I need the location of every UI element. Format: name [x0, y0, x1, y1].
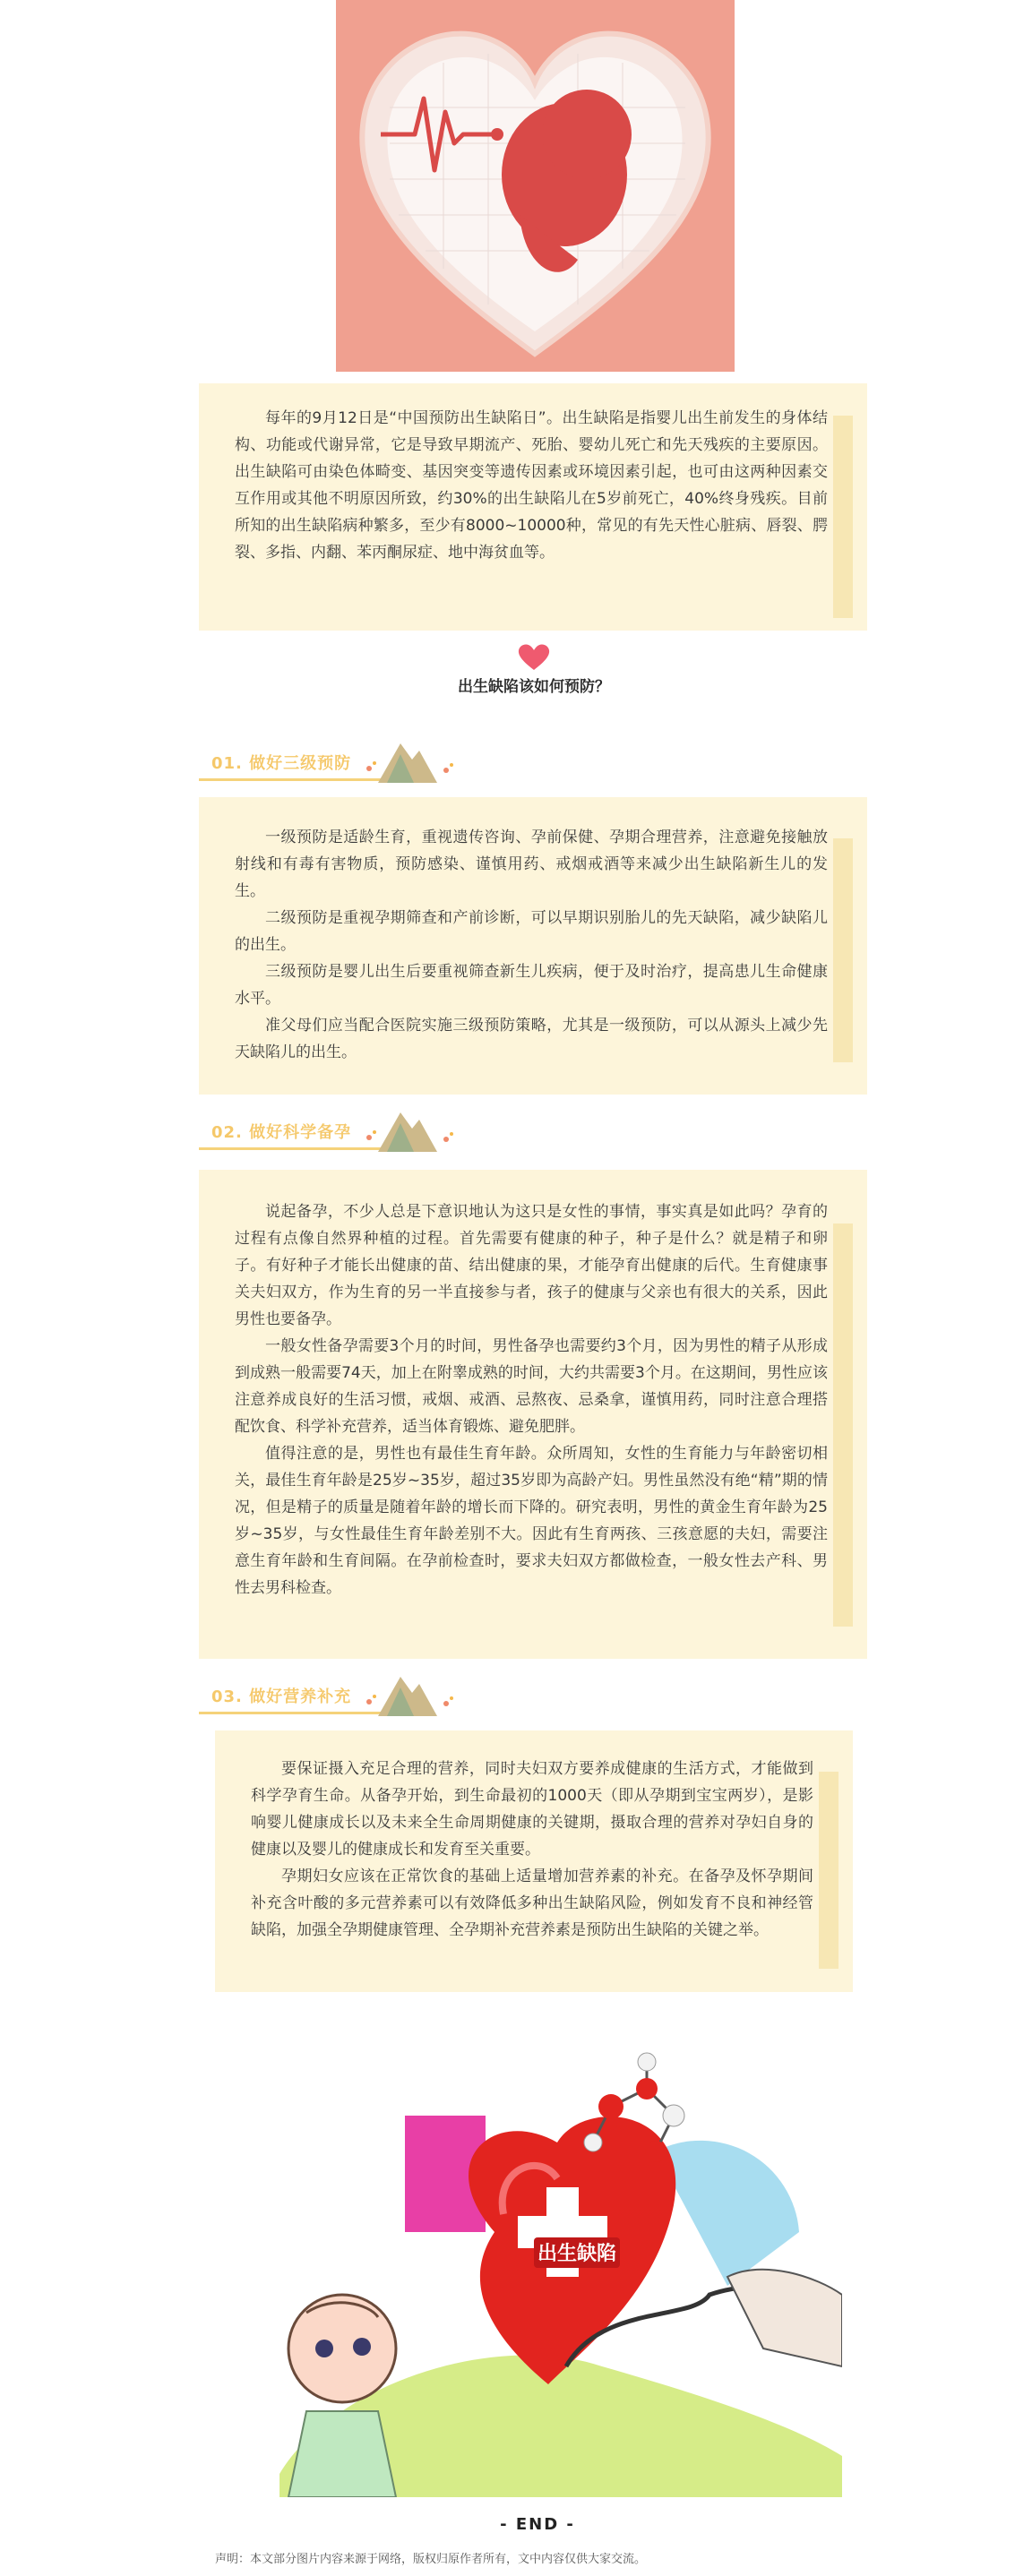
- paragraph: 孕期妇女应该在正常饮食的基础上适量增加营养素的补充。在备孕及怀孕期间补充含叶酸的多元营养素可以有效降低多种出生缺陷风险，例如发育不良和神经管缺陷，加强全孕期健康管理、全孕期补充营养素是预防出生缺陷的关键之举。: [251, 1868, 813, 1939]
- paragraph: 一级预防是适龄生育，重视遗传咨询、孕前保健、孕期合理营养，注意避免接触放射线和有毒有害物质，预防感染、谨慎用药、戒烟戒酒等来减少出生缺陷新生儿的发生。: [235, 829, 828, 900]
- end-marker: - END -: [500, 2515, 575, 2534]
- birth-defect-illustration: [226, 2008, 842, 2497]
- intro-paragraph: 每年的9月12日是“中国预防出生缺陷日”。出生缺陷是指婴儿出生前发生的身体结构、功能或代谢异常，它是导致早期流产、死胎、婴幼儿死亡和先天残疾的主要原因。出生缺陷可由染色体畸变、基因突变等遗传因素或环境因素引起，也可由这两种因素交互作用或其他不明原因所致，约30%的出生缺陷儿在5岁前死亡，40%终身残疾。目前所知的出生缺陷病种繁多，至少有8000~10000种，常见的有先天性心脏病、唇裂、腭裂、多指、内翻、苯丙酮尿症、地中海贫血等。: [235, 409, 828, 562]
- card-edge-decoration: [833, 838, 853, 1062]
- paragraph: 要保证摄入充足合理的营养，同时夫妇双方要养成健康的生活方式，才能做到科学孕育生命。从备孕开始，到生命最初的1000天（即从孕期到宝宝两岁），是影响婴儿健康成长以及未来全生命周期健康的关键期，摄取合理的营养对孕妇自身的健康以及婴儿的健康成长和发育至关重要。: [251, 1760, 813, 1859]
- heading-underline: [199, 1712, 387, 1714]
- paragraph: 二级预防是重视孕期筛查和产前诊断，可以早期识别胎儿的先天缺陷，减少缺陷儿的出生。: [235, 909, 828, 954]
- heart-icon: [518, 643, 550, 675]
- paragraph: 说起备孕，不少人总是下意识地认为这只是女性的事情，事实真是如此吗？孕育的过程有点像自然界种植的过程。首先需要有健康的种子，种子是什么？就是精子和卵子。有好种子才能长出健康的苗、结出健康的果，才能孕育出健康的后代。生育健康事关夫妇双方，作为生育的另一半直接参与者，孩子的健康与父亲也有很大的关系，因此男性也要备孕。: [235, 1203, 828, 1328]
- card-edge-decoration: [833, 1224, 853, 1627]
- section-question-heading: 出生缺陷该如何预防？: [458, 678, 610, 696]
- section-title: 02. 做好科学备孕: [211, 1123, 352, 1142]
- paragraph: 准父母们应当配合医院实施三级预防策略，尤其是一级预防，可以从源头上减少先天缺陷儿的出生。: [235, 1017, 828, 1061]
- paragraph: 一般女性备孕需要3个月的时间，男性备孕也需要约3个月，因为男性的精子从形成到成熟一般需要74天，加上在附睾成熟的时间，大约共需要3个月。在这期间，男性应该注意养成良好的生活习惯，戒烟、戒酒、忌熬夜、忌桑拿，谨慎用药，同时注意合理搭配饮食、科学补充营养，适当体育锻炼、避免肥胖。: [235, 1337, 828, 1436]
- heading-underline: [199, 1147, 387, 1150]
- section-card-2: [199, 1170, 867, 1659]
- section-heading-3: [199, 1679, 486, 1723]
- section-title: 01. 做好三级预防: [211, 754, 352, 773]
- mountain-icon: [360, 736, 459, 790]
- mountain-icon: [360, 1105, 459, 1159]
- copyright-notice: 声明：本文部分图片内容来源于网络，版权归原作者所有，文中内容仅供大家交流。: [215, 2553, 647, 2566]
- mountain-icon: [360, 1670, 459, 1723]
- section-heading-1: [199, 745, 486, 790]
- section-card-3: [215, 1730, 853, 1992]
- heading-underline: [199, 778, 387, 781]
- hero-heart-fetus-image: [336, 0, 735, 372]
- section-title: 03. 做好营养补充: [211, 1687, 352, 1706]
- card-edge-decoration: [833, 416, 853, 618]
- section-card-1: [199, 797, 867, 1095]
- card-edge-decoration: [819, 1772, 838, 1969]
- paragraph: 三级预防是婴儿出生后要重视筛查新生儿疾病，便于及时治疗，提高患儿生命健康水平。: [235, 963, 828, 1008]
- intro-card: [199, 383, 867, 631]
- section-heading-2: [199, 1114, 486, 1159]
- sign-text: 出生缺陷: [537, 2243, 617, 2265]
- paragraph: 值得注意的是，男性也有最佳生育年龄。众所周知，女性的生育能力与年龄密切相关，最佳生育年龄是25岁~35岁，超过35岁即为高龄产妇。男性虽然没有绝“精”期的情况，但是精子的质量是随着年龄的增长而下降的。研究表明，男性的黄金生育年龄为25岁~35岁，与女性最佳生育年龄差别不大。因此有生育两孩、三孩意愿的夫妇，需要注意生育年龄和生育间隔。在孕前检查时，要求夫妇双方都做检查，一般女性去产科、男性去男科检查。: [235, 1445, 828, 1597]
